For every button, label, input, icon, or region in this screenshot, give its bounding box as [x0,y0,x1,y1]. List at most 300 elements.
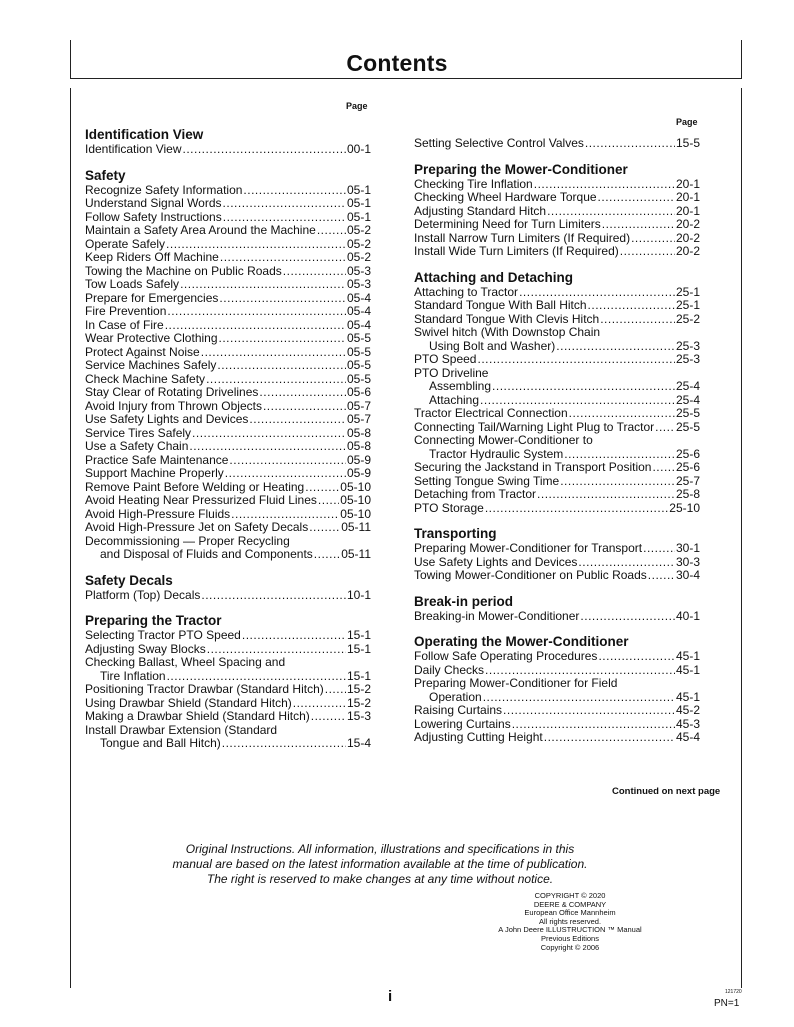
dot-leader [569,407,675,421]
copyright-line: All rights reserved. [538,916,602,926]
dot-leader [222,737,346,751]
toc-page-ref: 25-10 [669,500,700,515]
toc-entry[interactable] [85,737,371,751]
toc-entry-title: Selecting Tractor PTO Speed [85,628,241,642]
toc-page-ref: 20-1 [675,190,700,204]
toc-entry[interactable] [85,359,371,373]
toc-page-ref: 30-3 [675,554,700,569]
section-heading: Break-in period [414,593,514,609]
dot-leader [314,548,340,562]
toc-entry[interactable] [85,292,371,306]
section-heading: Safety [85,167,126,183]
copyright-line: Copyright © 2006 [540,942,600,952]
toc-entry[interactable] [85,143,371,157]
toc-page-ref: 40-1 [675,608,700,623]
toc-entry-title: Daily Checks [414,662,485,677]
toc-entry[interactable] [85,332,371,346]
toc-entry-title: Breaking-in Mower-Conditioner [414,608,580,623]
copyright-line: COPYRIGHT © 2020 [534,891,606,900]
toc-entry-title: PTO Storage [414,500,484,515]
dot-leader [512,718,675,732]
toc-entry-title: Setting Tongue Swing Time [414,473,560,488]
toc-entry[interactable] [85,197,371,211]
toc-entry-title: Prepare for Emergencies [85,290,219,305]
toc-entry[interactable] [85,670,371,684]
dot-leader [229,454,346,468]
toc-entry-title: Attaching to Tractor [414,284,519,299]
toc-page-ref: 25-5 [675,419,700,434]
toc-page-ref: 45-1 [675,649,700,663]
toc-entry-title: Determining Need for Turn Limiters [414,217,601,231]
toc-page-ref: 05-5 [346,358,371,372]
toc-page-ref: 05-8 [346,425,371,440]
toc-section [414,270,700,516]
toc-entry-title: Checking Wheel Hardware Torque [414,190,597,204]
toc-entry-title: Making a Drawbar Shield (Standard Hitch) [85,709,310,723]
dot-leader [643,542,675,556]
toc-entry-title: Fire Prevention [85,304,167,318]
toc-entry[interactable] [414,232,700,246]
toc-entry-title: Tire Inflation [100,668,166,683]
toc-entry[interactable] [85,481,371,495]
toc-entry[interactable] [414,461,700,475]
toc-page-ref: 05-2 [346,223,371,237]
toc-entry-title: Keep Riders Off Machine [85,250,219,264]
toc-entry[interactable] [414,137,700,151]
toc-section [414,634,700,745]
toc-entry-line: Install Drawbar Extension (Standard [85,722,278,737]
document-code: 121720 [725,989,742,995]
toc-section [85,613,371,751]
dot-leader [519,286,675,300]
toc-entry-title: Operate Safely [85,236,166,251]
toc-entry[interactable] [414,205,700,219]
toc-page-ref: 05-9 [346,466,371,480]
dot-leader [219,332,346,346]
dot-leader [655,421,675,435]
toc-entry[interactable] [85,265,371,279]
toc-page-ref: 25-6 [675,446,700,461]
toc-page-ref: 05-4 [346,317,371,332]
toc-entry[interactable] [414,718,700,732]
toc-entry[interactable] [414,556,700,570]
toc-page-ref: 05-9 [346,452,371,467]
continued-note: Continued on next page [612,786,721,797]
dot-leader [167,305,346,319]
toc-page-ref: 45-1 [675,689,700,704]
dot-leader [263,400,346,414]
notice-line: manual are based on the latest information available at the time of publication. [172,857,588,871]
toc-entry-title: Adjusting Cutting Height [414,730,543,744]
page-title: Contents [346,50,448,76]
toc-page-ref: 05-1 [346,209,371,224]
toc-entry-title: Remove Paint Before Welding or Heating [85,479,305,494]
dot-leader [600,313,675,327]
section-heading: Preparing the Mower-Conditioner [414,161,628,177]
toc-page-ref: 05-4 [346,304,371,318]
toc-entry-title: Platform (Top) Decals [85,587,201,602]
toc-entry-title: Adjusting Sway Blocks [85,641,206,656]
section-heading: Identification View [85,127,204,142]
toc-page-ref: 05-11 [341,547,371,561]
toc-page-ref: 05-2 [346,250,371,264]
toc-entry[interactable] [85,683,371,697]
toc-entry[interactable] [414,664,700,678]
toc-entry-title: Use a Safety Chain [85,439,189,453]
dot-leader [165,319,346,333]
toc-entry[interactable] [85,643,371,657]
toc-page-ref: 05-7 [346,412,371,426]
dot-leader [201,346,346,360]
toc-entry-title: Wear Protective Clothing [85,331,218,345]
toc-entry[interactable] [85,508,371,522]
toc-entry[interactable] [85,211,371,225]
dot-leader [219,292,346,306]
toc-entry-title: Checking Tire Inflation [414,176,533,191]
toc-page-ref: 15-3 [346,709,371,723]
right-contents-column [414,137,700,756]
toc-entry-title: Adjusting Standard Hitch [414,203,547,218]
toc-page-ref: 30-4 [675,568,700,582]
toc-entry-title: Setting Selective Control Valves [414,136,584,150]
toc-entry[interactable] [85,697,371,711]
toc-entry[interactable] [85,251,371,265]
toc-page-ref: 45-1 [675,662,700,677]
toc-entry[interactable] [85,629,371,643]
toc-entry[interactable] [414,245,700,259]
toc-entry[interactable] [414,650,700,664]
toc-entry-title: Positioning Tractor Drawbar (Standard Hitch) [85,682,324,696]
toc-entry-title: Use Safety Lights and Devices [414,554,578,569]
notice-line: Original Instructions. All information, illustrations and specifications in this [185,842,575,856]
toc-entry-title: PTO Speed [414,352,477,366]
toc-page-ref: 45-2 [675,703,700,717]
toc-entry[interactable] [85,440,371,454]
toc-page-ref: 05-2 [346,236,371,251]
toc-entry-title: Tractor Electrical Connection [414,406,568,420]
toc-section [85,168,371,562]
toc-entry-title: Towing Mower-Conditioner on Public Roads [414,568,647,582]
toc-entry[interactable] [85,346,371,360]
toc-page-ref: 25-3 [675,352,700,366]
toc-page-ref: 05-10 [340,493,371,507]
toc-entry-title: Connecting Tail/Warning Light Plug to Tractor [414,419,655,434]
toc-entry[interactable] [85,589,371,603]
toc-page-ref: 25-4 [675,379,700,393]
toc-entry[interactable] [414,299,700,313]
toc-entry[interactable] [414,380,700,394]
toc-entry[interactable] [85,238,371,252]
toc-entry-title: Using Bolt and Washer) [429,338,556,353]
toc-page-ref: 25-8 [675,487,700,501]
toc-entry-title: Raising Curtains [414,703,503,717]
dot-leader [544,731,675,745]
dot-leader [283,265,346,279]
toc-page-ref: 20-1 [675,203,700,218]
copyright-line: DEERE & COMPANY [533,899,607,909]
toc-page-ref: 00-1 [346,142,371,156]
toc-entry[interactable] [85,386,371,400]
toc-entry-title: Check Machine Safety [85,371,206,386]
toc-entry-title: Operation [429,689,482,704]
toc-page-ref: 15-2 [346,682,371,696]
dot-leader [192,427,346,441]
toc-page-ref: 05-6 [346,385,371,399]
toc-entry[interactable] [414,421,700,435]
section-heading: Transporting [414,526,497,541]
toc-entry[interactable] [85,548,371,562]
toc-entry-title: Lowering Curtains [414,716,511,731]
toc-page-ref: 45-3 [675,716,700,731]
page-number: i [388,988,393,1005]
dot-leader [225,467,346,481]
toc-entry[interactable] [414,502,700,516]
toc-entry-title: Preparing Mower-Conditioner for Transport [414,541,643,555]
dot-leader [242,629,346,643]
toc-page-ref: 05-5 [346,371,371,386]
dot-leader [588,299,675,313]
toc-page-ref: 05-11 [341,520,371,534]
toc-entry[interactable] [85,400,371,414]
dot-leader [259,386,346,400]
toc-entry-title: Identification View [85,142,182,156]
toc-page-ref: 25-3 [675,338,700,353]
toc-page-ref: 05-10 [340,506,371,521]
toc-section [414,526,700,583]
toc-page-ref: 20-2 [675,244,700,258]
toc-page-ref: 15-2 [346,695,371,710]
toc-page-ref: 05-5 [346,331,371,345]
dot-leader [309,521,340,535]
toc-entry[interactable] [85,710,371,724]
toc-entry-line: Connecting Mower-Conditioner to [414,433,593,447]
dot-leader [598,650,675,664]
toc-entry[interactable] [414,394,700,408]
toc-entry-title: Tractor Hydraulic System [429,446,564,461]
dot-leader [564,448,675,462]
toc-entry[interactable] [85,319,371,333]
section-heading: Attaching and Detaching [414,269,574,285]
dot-leader [293,697,346,711]
pn-label: PN=1 [714,998,740,1009]
toc-entry[interactable] [85,305,371,319]
toc-section [414,162,700,259]
toc-page-ref: 45-4 [675,730,700,744]
toc-entry[interactable] [85,373,371,387]
toc-entry[interactable] [85,427,371,441]
dot-leader [485,502,668,516]
toc-entry[interactable] [85,494,371,508]
toc-entry[interactable] [414,340,700,354]
copyright-line: Previous Editions [541,933,599,943]
dot-leader [480,394,675,408]
dot-leader [305,481,339,495]
section-heading: Operating the Mower-Conditioner [414,634,629,649]
dot-leader [189,440,346,454]
toc-entry[interactable] [414,704,700,718]
toc-entry-title: Using Drawbar Shield (Standard Hitch) [85,695,292,710]
toc-page-ref: 25-1 [675,298,700,312]
toc-entry-title: In Case of Fire [85,317,164,332]
dot-leader [183,143,346,157]
toc-entry[interactable] [414,542,700,556]
toc-entry-title: Protect Against Noise [85,344,200,359]
dot-leader [560,475,675,489]
left-page-label: Page [346,101,368,111]
dot-leader [249,413,346,427]
toc-entry[interactable] [414,731,700,745]
toc-page-ref: 05-10 [340,479,371,494]
toc-entry[interactable] [85,413,371,427]
dot-leader [631,232,675,246]
dot-leader [483,691,675,705]
toc-entry-line: Swivel hitch (With Downstop Chain [414,325,601,339]
toc-entry[interactable] [414,407,700,421]
toc-entry[interactable] [414,610,700,624]
toc-entry-title: Service Machines Safely [85,358,217,372]
dot-leader [311,710,346,724]
toc-entry-title: Attaching [429,392,480,407]
dot-leader [585,137,675,151]
dot-leader [648,569,675,583]
toc-entry[interactable] [85,184,371,198]
frame-right [741,88,742,988]
toc-entry-line: PTO Driveline [414,365,489,380]
toc-entry[interactable] [414,191,700,205]
dot-leader [598,191,675,205]
toc-page-ref: 05-7 [346,398,371,413]
toc-page-ref: 05-4 [346,290,371,305]
toc-entry[interactable] [414,313,700,327]
toc-entry[interactable] [414,448,700,462]
toc-entry[interactable] [414,178,700,192]
toc-page-ref: 15-1 [346,668,371,683]
toc-entry[interactable] [414,691,700,705]
toc-page-ref: 05-1 [346,196,371,210]
toc-entry-line: Decommissioning — Proper Recycling [85,533,290,548]
toc-entry-title: Practice Safe Maintenance [85,452,229,467]
dot-leader [477,353,674,367]
dot-leader [534,178,675,192]
toc-entry-title: Install Narrow Turn Limiters (If Required) [414,230,631,245]
toc-entry-title: Maintain a Safety Area Around the Machine [85,223,316,237]
copyright-block [470,892,670,952]
toc-entry-title: Recognize Safety Information [85,182,243,197]
toc-page-ref: 25-7 [675,473,700,488]
toc-page-ref: 15-1 [346,641,371,656]
dot-leader [578,556,675,570]
section-heading: Preparing the Tractor [85,613,222,628]
dot-leader [223,211,346,225]
dot-leader [580,610,675,624]
dot-leader [485,664,675,678]
dot-leader [503,704,675,718]
toc-entry-title: Service Tires Safely [85,425,192,440]
toc-page-ref: 30-1 [675,541,700,555]
frame-left [70,88,71,988]
toc-entry-title: Avoid High-Pressure Jet on Safety Decals [85,520,309,534]
toc-section [85,127,371,157]
toc-entry-title: Support Machine Properly [85,466,224,480]
toc-section [414,594,700,624]
toc-section [85,573,371,603]
toc-page-ref: 25-5 [675,406,700,420]
dot-leader [243,184,346,198]
toc-entry-title: Follow Safe Operating Procedures [414,649,598,663]
toc-entry-title: Securing the Jackstand in Transport Position [414,460,652,474]
toc-entry-title: Towing the Machine on Public Roads [85,263,282,278]
toc-entry-title: Tow Loads Safely [85,277,180,291]
dot-leader [602,218,675,232]
toc-page-ref: 25-6 [675,460,700,474]
toc-entry[interactable] [85,454,371,468]
toc-section [414,137,700,151]
toc-entry[interactable] [414,218,700,232]
toc-entry-title: Stay Clear of Rotating Drivelines [85,385,259,399]
toc-page-ref: 05-3 [346,277,371,291]
toc-entry-title: Avoid Injury from Thrown Objects [85,398,262,413]
dot-leader [492,380,675,394]
toc-entry-title: Install Wide Turn Limiters (If Required) [414,244,619,258]
toc-page-ref: 05-3 [346,263,371,278]
toc-entry-title: Detaching from Tractor [414,487,537,501]
toc-entry-title: and Disposal of Fluids and Components [100,547,313,561]
dot-leader [537,488,675,502]
dot-leader [220,251,346,265]
toc-entry[interactable] [85,224,371,238]
toc-entry[interactable] [414,353,700,367]
toc-page-ref: 15-1 [346,628,371,642]
toc-entry-title: Avoid Heating Near Pressurized Fluid Lines [85,493,317,507]
toc-entry[interactable] [85,521,371,535]
dot-leader [318,494,339,508]
dot-leader [556,340,675,354]
dot-leader [620,245,675,259]
toc-entry-title: Understand Signal Words [85,196,222,210]
dot-leader [167,670,346,684]
dot-leader [547,205,675,219]
toc-entry-title: Assembling [429,379,492,393]
toc-entry[interactable] [414,569,700,583]
original-instructions-notice [140,842,620,887]
toc-entry-title: Standard Tongue With Ball Hitch [414,298,587,312]
toc-entry[interactable] [414,488,700,502]
toc-page-ref: 20-2 [675,230,700,245]
toc-entry[interactable] [85,467,371,481]
toc-entry[interactable] [414,475,700,489]
toc-page-ref: 10-1 [346,587,371,602]
toc-entry-title: Use Safety Lights and Devices [85,412,249,426]
dot-leader [166,238,346,252]
copyright-line: European Office Mannheim [524,908,616,918]
toc-entry[interactable] [414,286,700,300]
title-underline [70,78,742,79]
dot-leader [180,278,346,292]
toc-page-ref: 05-1 [346,182,371,197]
right-page-label: Page [676,117,698,127]
toc-page-ref: 25-1 [675,284,700,299]
left-contents-column [85,127,371,762]
toc-page-ref: 25-4 [675,392,700,407]
toc-page-ref: 25-2 [675,311,700,326]
toc-entry[interactable] [85,278,371,292]
toc-entry-title: Avoid High-Pressure Fluids [85,506,231,521]
dot-leader [201,589,346,603]
dot-leader [317,224,346,238]
dot-leader [217,359,346,373]
toc-page-ref: 15-4 [346,736,371,750]
toc-page-ref: 20-1 [675,176,700,191]
